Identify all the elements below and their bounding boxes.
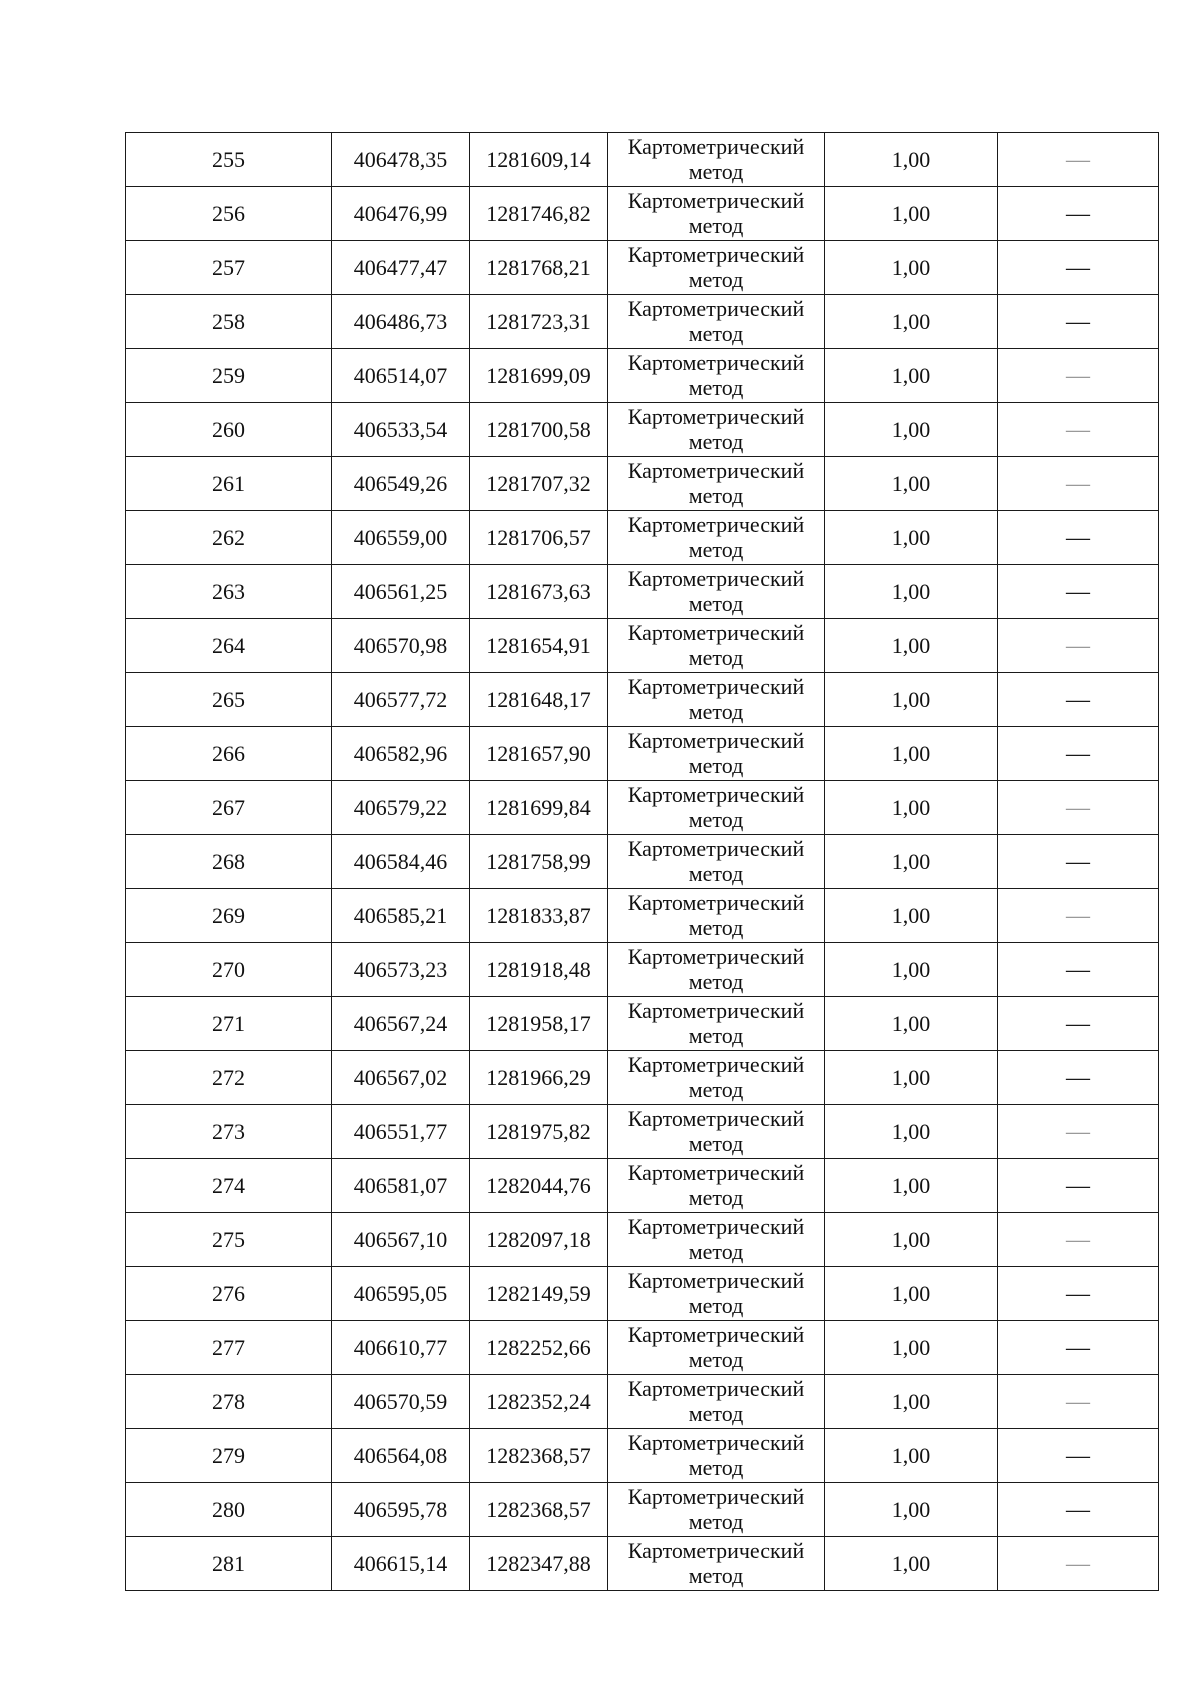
method-line-1: Картометрический [627, 187, 805, 213]
method-line-2: метод [688, 428, 744, 454]
description-cell [998, 565, 1159, 619]
method-line-1: Картометрический [627, 619, 805, 645]
x-coordinate: 406615,14 [332, 1537, 470, 1591]
method-line-2: метод [688, 1238, 744, 1264]
description-cell [998, 673, 1159, 727]
y-coordinate: 1282368,57 [470, 1483, 608, 1537]
dash-mark: — [1066, 848, 1090, 875]
dash-mark: — [1066, 1172, 1090, 1199]
accuracy-value: 1,00 [825, 457, 998, 511]
method-line-2: метод [688, 644, 744, 670]
table-row [126, 727, 1159, 781]
point-number: 255 [126, 133, 332, 187]
accuracy-value: 1,00 [825, 295, 998, 349]
x-coordinate: 406581,07 [332, 1159, 470, 1213]
method-line-2: метод [688, 806, 744, 832]
y-coordinate: 1281657,90 [470, 727, 608, 781]
method-line-2: метод [688, 212, 744, 238]
accuracy-value: 1,00 [825, 673, 998, 727]
y-coordinate: 1282097,18 [470, 1213, 608, 1267]
point-number: 263 [126, 565, 332, 619]
method-line-2: метод [688, 860, 744, 886]
method-line-1: Картометрический [627, 1051, 805, 1077]
description-cell [998, 727, 1159, 781]
x-coordinate: 406567,02 [332, 1051, 470, 1105]
dash-mark: — [1066, 956, 1090, 983]
table-row [126, 1375, 1159, 1429]
table-row [126, 889, 1159, 943]
method-line-2: метод [688, 1292, 744, 1318]
method-line-1: Картометрический [627, 349, 805, 375]
y-coordinate: 1281699,09 [470, 349, 608, 403]
description-cell [998, 1267, 1159, 1321]
table-row [126, 241, 1159, 295]
determination-method [608, 1429, 825, 1483]
table-row [126, 565, 1159, 619]
method-line-2: метод [688, 1130, 744, 1156]
determination-method [608, 889, 825, 943]
description-cell [998, 349, 1159, 403]
method-line-2: метод [688, 266, 744, 292]
accuracy-value: 1,00 [825, 1429, 998, 1483]
accuracy-value: 1,00 [825, 1213, 998, 1267]
determination-method [608, 835, 825, 889]
method-line-1: Картометрический [627, 1429, 805, 1455]
method-line-1: Картометрический [627, 943, 805, 969]
table-row [126, 1429, 1159, 1483]
table-body [126, 133, 1159, 1591]
y-coordinate: 1281654,91 [470, 619, 608, 673]
method-line-2: метод [688, 1184, 744, 1210]
determination-method [608, 943, 825, 997]
dash-mark: — [1066, 146, 1090, 173]
y-coordinate: 1281746,82 [470, 187, 608, 241]
method-line-2: метод [688, 1346, 744, 1372]
table-row [126, 619, 1159, 673]
determination-method [608, 295, 825, 349]
method-line-1: Картометрический [627, 781, 805, 807]
description-cell [998, 1375, 1159, 1429]
dash-mark: — [1066, 1442, 1090, 1469]
y-coordinate: 1282149,59 [470, 1267, 608, 1321]
point-number: 272 [126, 1051, 332, 1105]
point-number: 265 [126, 673, 332, 727]
accuracy-value: 1,00 [825, 619, 998, 673]
description-cell [998, 187, 1159, 241]
dash-mark: — [1066, 362, 1090, 389]
x-coordinate: 406561,25 [332, 565, 470, 619]
accuracy-value: 1,00 [825, 997, 998, 1051]
y-coordinate: 1282252,66 [470, 1321, 608, 1375]
accuracy-value: 1,00 [825, 565, 998, 619]
determination-method [608, 673, 825, 727]
point-number: 274 [126, 1159, 332, 1213]
dash-mark: — [1066, 1118, 1090, 1145]
x-coordinate: 406585,21 [332, 889, 470, 943]
determination-method [608, 187, 825, 241]
point-number: 266 [126, 727, 332, 781]
method-line-1: Картометрический [627, 1537, 805, 1563]
point-number: 275 [126, 1213, 332, 1267]
y-coordinate: 1282347,88 [470, 1537, 608, 1591]
determination-method [608, 1267, 825, 1321]
y-coordinate: 1281707,32 [470, 457, 608, 511]
description-cell [998, 1159, 1159, 1213]
method-line-1: Картометрический [627, 1213, 805, 1239]
point-number: 279 [126, 1429, 332, 1483]
determination-method [608, 403, 825, 457]
dash-mark: — [1066, 1496, 1090, 1523]
determination-method [608, 133, 825, 187]
description-cell [998, 511, 1159, 565]
x-coordinate: 406610,77 [332, 1321, 470, 1375]
y-coordinate: 1282352,24 [470, 1375, 608, 1429]
accuracy-value: 1,00 [825, 403, 998, 457]
y-coordinate: 1281768,21 [470, 241, 608, 295]
table-row [126, 1321, 1159, 1375]
table-row [126, 403, 1159, 457]
x-coordinate: 406595,78 [332, 1483, 470, 1537]
dash-mark: — [1066, 1388, 1090, 1415]
table-row [126, 1159, 1159, 1213]
accuracy-value: 1,00 [825, 349, 998, 403]
description-cell [998, 1213, 1159, 1267]
determination-method [608, 1213, 825, 1267]
determination-method [608, 1375, 825, 1429]
x-coordinate: 406477,47 [332, 241, 470, 295]
point-number: 271 [126, 997, 332, 1051]
point-number: 261 [126, 457, 332, 511]
x-coordinate: 406579,22 [332, 781, 470, 835]
table-row [126, 943, 1159, 997]
dash-mark: — [1066, 794, 1090, 821]
y-coordinate: 1281699,84 [470, 781, 608, 835]
method-line-1: Картометрический [627, 403, 805, 429]
x-coordinate: 406549,26 [332, 457, 470, 511]
dash-mark: — [1066, 1226, 1090, 1253]
dash-mark: — [1066, 200, 1090, 227]
description-cell [998, 835, 1159, 889]
method-line-2: метод [688, 1076, 744, 1102]
dash-mark: — [1066, 686, 1090, 713]
y-coordinate: 1281958,17 [470, 997, 608, 1051]
table-row [126, 1483, 1159, 1537]
dash-mark: — [1066, 416, 1090, 443]
method-line-1: Картометрический [627, 511, 805, 537]
method-line-1: Картометрический [627, 1159, 805, 1185]
point-number: 277 [126, 1321, 332, 1375]
determination-method [608, 1537, 825, 1591]
y-coordinate: 1282044,76 [470, 1159, 608, 1213]
y-coordinate: 1281975,82 [470, 1105, 608, 1159]
accuracy-value: 1,00 [825, 1483, 998, 1537]
method-line-2: метод [688, 1022, 744, 1048]
method-line-1: Картометрический [627, 1375, 805, 1401]
dash-mark: — [1066, 740, 1090, 767]
accuracy-value: 1,00 [825, 1159, 998, 1213]
method-line-1: Картометрический [627, 1267, 805, 1293]
x-coordinate: 406570,98 [332, 619, 470, 673]
accuracy-value: 1,00 [825, 943, 998, 997]
method-line-1: Картометрический [627, 1321, 805, 1347]
accuracy-value: 1,00 [825, 1105, 998, 1159]
description-cell [998, 943, 1159, 997]
x-coordinate: 406582,96 [332, 727, 470, 781]
accuracy-value: 1,00 [825, 1321, 998, 1375]
determination-method [608, 1321, 825, 1375]
x-coordinate: 406476,99 [332, 187, 470, 241]
method-line-2: метод [688, 374, 744, 400]
x-coordinate: 406595,05 [332, 1267, 470, 1321]
x-coordinate: 406564,08 [332, 1429, 470, 1483]
description-cell [998, 457, 1159, 511]
y-coordinate: 1281723,31 [470, 295, 608, 349]
method-line-1: Картометрический [627, 673, 805, 699]
dash-mark: — [1066, 632, 1090, 659]
coordinates-table [125, 132, 1159, 1591]
y-coordinate: 1282368,57 [470, 1429, 608, 1483]
accuracy-value: 1,00 [825, 889, 998, 943]
description-cell [998, 295, 1159, 349]
determination-method [608, 1159, 825, 1213]
point-number: 264 [126, 619, 332, 673]
accuracy-value: 1,00 [825, 241, 998, 295]
method-line-2: метод [688, 1508, 744, 1534]
table-row [126, 781, 1159, 835]
description-cell [998, 619, 1159, 673]
method-line-2: метод [688, 752, 744, 778]
accuracy-value: 1,00 [825, 1375, 998, 1429]
description-cell [998, 1051, 1159, 1105]
description-cell [998, 1483, 1159, 1537]
determination-method [608, 349, 825, 403]
y-coordinate: 1281648,17 [470, 673, 608, 727]
point-number: 267 [126, 781, 332, 835]
determination-method [608, 997, 825, 1051]
point-number: 257 [126, 241, 332, 295]
table-row [126, 133, 1159, 187]
method-line-1: Картометрический [627, 1105, 805, 1131]
accuracy-value: 1,00 [825, 187, 998, 241]
table-row [126, 349, 1159, 403]
description-cell [998, 889, 1159, 943]
table-row [126, 835, 1159, 889]
point-number: 258 [126, 295, 332, 349]
description-cell [998, 241, 1159, 295]
table-row [126, 1213, 1159, 1267]
method-line-2: метод [688, 698, 744, 724]
point-number: 262 [126, 511, 332, 565]
x-coordinate: 406567,24 [332, 997, 470, 1051]
y-coordinate: 1281758,99 [470, 835, 608, 889]
table-row [126, 1105, 1159, 1159]
description-cell [998, 1105, 1159, 1159]
y-coordinate: 1281700,58 [470, 403, 608, 457]
method-line-1: Картометрический [627, 997, 805, 1023]
y-coordinate: 1281706,57 [470, 511, 608, 565]
table-row [126, 511, 1159, 565]
description-cell [998, 781, 1159, 835]
table-row [126, 187, 1159, 241]
method-line-1: Картометрический [627, 295, 805, 321]
dash-mark: — [1066, 902, 1090, 929]
dash-mark: — [1066, 254, 1090, 281]
dash-mark: — [1066, 1064, 1090, 1091]
method-line-2: метод [688, 1454, 744, 1480]
method-line-1: Картометрический [627, 889, 805, 915]
method-line-2: метод [688, 1400, 744, 1426]
method-line-2: метод [688, 482, 744, 508]
point-number: 259 [126, 349, 332, 403]
method-line-1: Картометрический [627, 1483, 805, 1509]
dash-mark: — [1066, 1334, 1090, 1361]
point-number: 280 [126, 1483, 332, 1537]
determination-method [608, 781, 825, 835]
point-number: 278 [126, 1375, 332, 1429]
method-line-1: Картометрический [627, 241, 805, 267]
x-coordinate: 406486,73 [332, 295, 470, 349]
dash-mark: — [1066, 308, 1090, 335]
y-coordinate: 1281918,48 [470, 943, 608, 997]
determination-method [608, 1051, 825, 1105]
dash-mark: — [1066, 1550, 1090, 1577]
x-coordinate: 406478,35 [332, 133, 470, 187]
accuracy-value: 1,00 [825, 781, 998, 835]
description-cell [998, 1429, 1159, 1483]
table-row [126, 997, 1159, 1051]
dash-mark: — [1066, 1010, 1090, 1037]
determination-method [608, 727, 825, 781]
determination-method [608, 1105, 825, 1159]
determination-method [608, 565, 825, 619]
method-line-2: метод [688, 158, 744, 184]
method-line-2: метод [688, 968, 744, 994]
method-line-1: Картометрический [627, 727, 805, 753]
table-row [126, 295, 1159, 349]
method-line-2: метод [688, 590, 744, 616]
description-cell [998, 1537, 1159, 1591]
point-number: 268 [126, 835, 332, 889]
x-coordinate: 406570,59 [332, 1375, 470, 1429]
description-cell [998, 403, 1159, 457]
x-coordinate: 406573,23 [332, 943, 470, 997]
method-line-1: Картометрический [627, 835, 805, 861]
method-line-2: метод [688, 320, 744, 346]
x-coordinate: 406584,46 [332, 835, 470, 889]
x-coordinate: 406559,00 [332, 511, 470, 565]
description-cell [998, 133, 1159, 187]
description-cell [998, 997, 1159, 1051]
accuracy-value: 1,00 [825, 727, 998, 781]
point-number: 269 [126, 889, 332, 943]
determination-method [608, 241, 825, 295]
table-row [126, 1537, 1159, 1591]
method-line-2: метод [688, 914, 744, 940]
accuracy-value: 1,00 [825, 511, 998, 565]
point-number: 273 [126, 1105, 332, 1159]
table-row [126, 457, 1159, 511]
accuracy-value: 1,00 [825, 1537, 998, 1591]
y-coordinate: 1281673,63 [470, 565, 608, 619]
dash-mark: — [1066, 470, 1090, 497]
accuracy-value: 1,00 [825, 1267, 998, 1321]
accuracy-value: 1,00 [825, 1051, 998, 1105]
method-line-2: метод [688, 536, 744, 562]
description-cell [998, 1321, 1159, 1375]
x-coordinate: 406551,77 [332, 1105, 470, 1159]
accuracy-value: 1,00 [825, 835, 998, 889]
dash-mark: — [1066, 1280, 1090, 1307]
y-coordinate: 1281966,29 [470, 1051, 608, 1105]
determination-method [608, 457, 825, 511]
point-number: 281 [126, 1537, 332, 1591]
point-number: 256 [126, 187, 332, 241]
point-number: 276 [126, 1267, 332, 1321]
point-number: 270 [126, 943, 332, 997]
table-row [126, 1051, 1159, 1105]
y-coordinate: 1281833,87 [470, 889, 608, 943]
method-line-2: метод [688, 1562, 744, 1588]
dash-mark: — [1066, 578, 1090, 605]
method-line-1: Картометрический [627, 565, 805, 591]
x-coordinate: 406577,72 [332, 673, 470, 727]
x-coordinate: 406514,07 [332, 349, 470, 403]
determination-method [608, 619, 825, 673]
method-line-1: Картометрический [627, 457, 805, 483]
determination-method [608, 511, 825, 565]
x-coordinate: 406533,54 [332, 403, 470, 457]
table-row [126, 1267, 1159, 1321]
method-line-1: Картометрический [627, 133, 805, 159]
x-coordinate: 406567,10 [332, 1213, 470, 1267]
y-coordinate: 1281609,14 [470, 133, 608, 187]
determination-method [608, 1483, 825, 1537]
accuracy-value: 1,00 [825, 133, 998, 187]
dash-mark: — [1066, 524, 1090, 551]
table-row [126, 673, 1159, 727]
point-number: 260 [126, 403, 332, 457]
